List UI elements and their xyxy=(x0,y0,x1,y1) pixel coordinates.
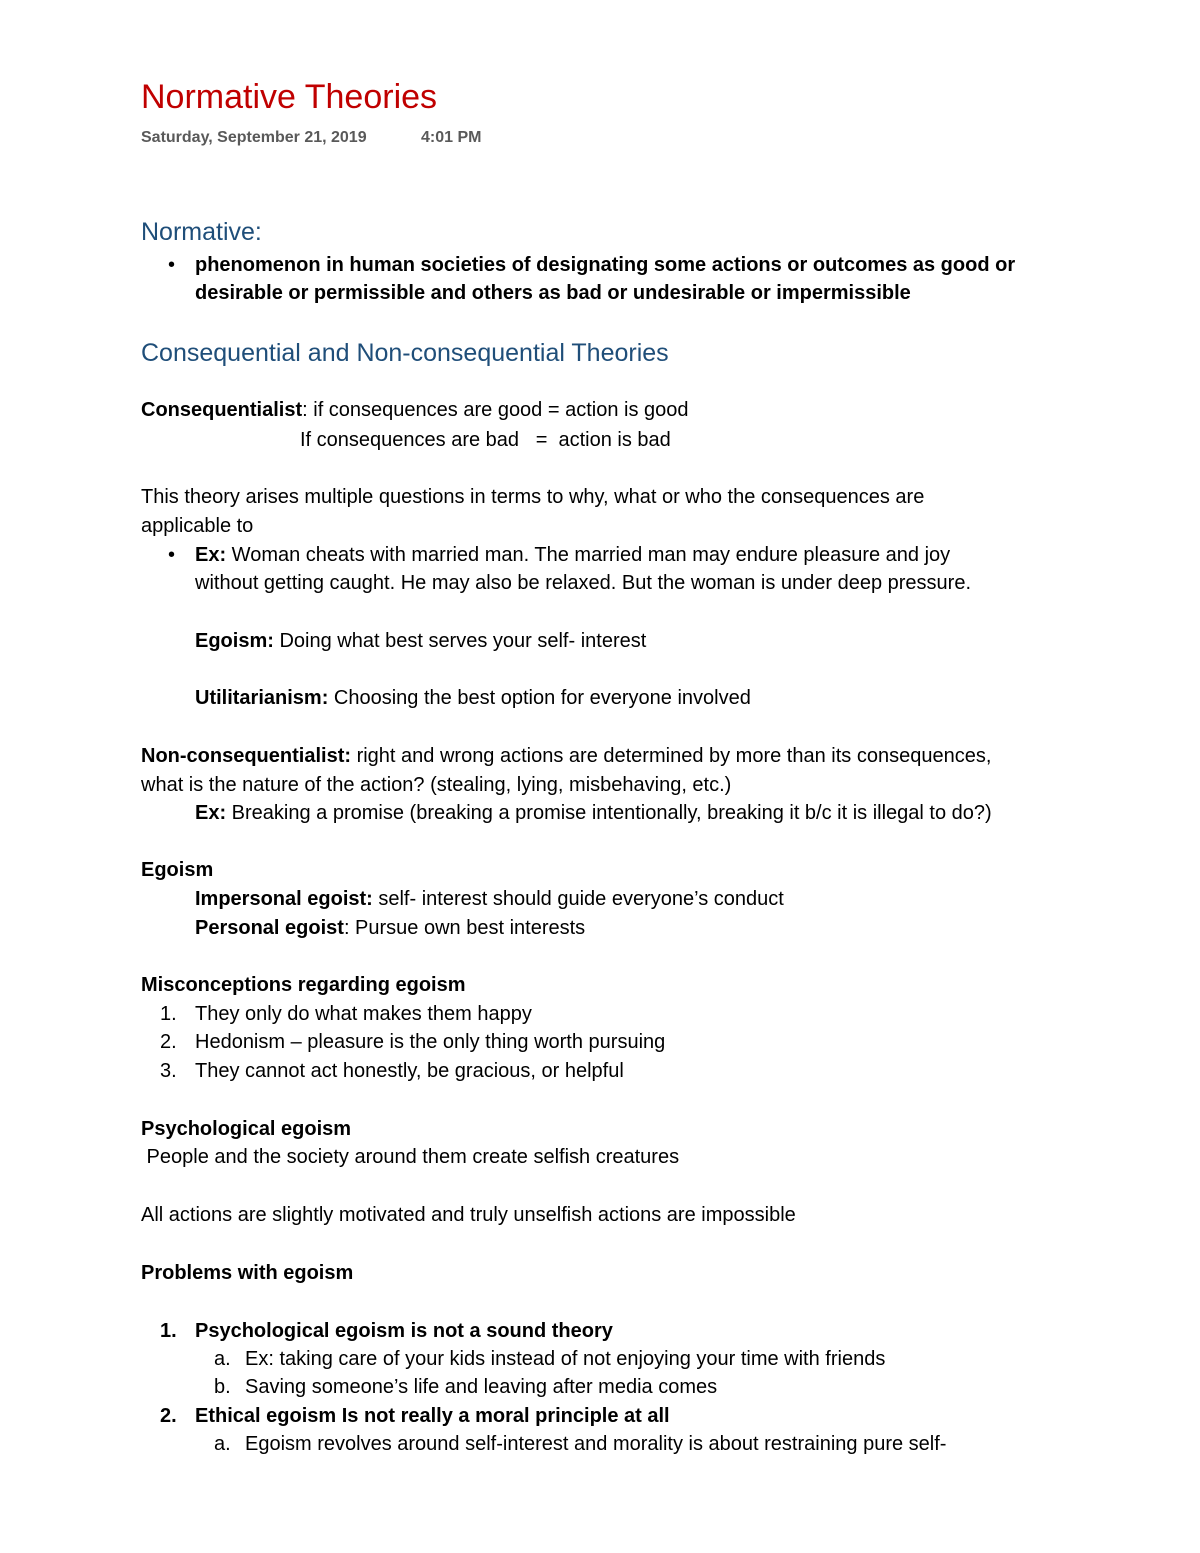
psychological-egoism-heading: Psychological egoism xyxy=(141,1118,352,1140)
list-item: They cannot act honestly, be gracious, or helpful xyxy=(195,1060,624,1082)
example-label: Ex: xyxy=(195,544,227,566)
nc-example-text: Breaking a promise (breaking a promise intentionally, breaking it b/c it is illegal to do?) xyxy=(226,802,992,824)
page-title: Normative Theories xyxy=(141,78,438,116)
egoism-heading: Egoism xyxy=(141,859,214,881)
example-line1 xyxy=(195,541,950,569)
problem-2-a: Egoism revolves around self-interest and morality is about restraining pure self- xyxy=(245,1433,947,1455)
consequentialist-line1 xyxy=(141,396,689,424)
personal-egoist xyxy=(195,914,585,942)
page-time: 4:01 PM xyxy=(421,129,482,146)
psychological-egoism-line2: All actions are slightly motivated and truly unselfish actions are impossible xyxy=(141,1204,796,1226)
nc-example-label: Ex: xyxy=(195,802,227,824)
impersonal-egoist-label: Impersonal egoist: xyxy=(195,888,373,910)
list-item-number: 2. xyxy=(160,1405,177,1427)
egoism-label: Egoism: xyxy=(195,630,274,652)
problem-1-a: Ex: taking care of your kids instead of not enjoying your time with friends xyxy=(245,1348,886,1370)
list-item: Hedonism – pleasure is the only thing worth pursuing xyxy=(195,1031,666,1053)
list-item-number: 1. xyxy=(160,1003,177,1025)
personal-egoist-label: Personal egoist xyxy=(195,917,344,939)
list-item-number: 3. xyxy=(160,1060,177,1082)
example-line2: without getting caught. He may also be relaxed. But the woman is under deep pressure. xyxy=(195,572,972,594)
utilitarianism-label: Utilitarianism: xyxy=(195,687,329,709)
bullet-icon: • xyxy=(168,254,176,276)
utilitarianism-definition xyxy=(195,684,751,712)
non-consequentialist-label: Non-consequentialist: xyxy=(141,745,352,767)
problem-1-b: Saving someone’s life and leaving after media comes xyxy=(245,1376,718,1398)
egoism-definition xyxy=(195,627,646,655)
non-consequentialist-line1 xyxy=(141,742,991,770)
problem-2: Ethical egoism Is not really a moral principle at all xyxy=(195,1405,670,1427)
example-text: Woman cheats with married man. The married man may endure pleasure and joy xyxy=(226,544,951,566)
non-consequentialist-example xyxy=(195,799,992,827)
section-heading-consequential: Consequential and Non-consequential Theories xyxy=(141,339,669,367)
consequentialist-text: : if consequences are good = action is good xyxy=(302,399,689,421)
list-item-letter: b. xyxy=(214,1376,231,1398)
personal-egoist-text: : Pursue own best interests xyxy=(343,917,586,939)
non-consequentialist-line2: what is the nature of the action? (stealing, lying, misbehaving, etc.) xyxy=(141,774,732,796)
problems-heading: Problems with egoism xyxy=(141,1262,354,1284)
utilitarianism-text: Choosing the best option for everyone involved xyxy=(328,687,751,709)
misconceptions-heading: Misconceptions regarding egoism xyxy=(141,974,466,996)
non-consequentialist-text: right and wrong actions are determined by more than its consequences, xyxy=(351,745,992,767)
problem-1: Psychological egoism is not a sound theory xyxy=(195,1320,613,1342)
egoism-text: Doing what best serves your self- interest xyxy=(273,630,647,652)
impersonal-egoist-text: self- interest should guide everyone’s conduct xyxy=(372,888,784,910)
psychological-egoism-line1: People and the society around them create selfish creatures xyxy=(141,1146,680,1168)
impersonal-egoist xyxy=(195,885,784,913)
list-item-number: 2. xyxy=(160,1031,177,1053)
list-item: They only do what makes them happy xyxy=(195,1003,532,1025)
theory-paragraph-line2: applicable to xyxy=(141,515,254,537)
page-date: Saturday, September 21, 2019 xyxy=(141,129,367,146)
section-heading-normative: Normative: xyxy=(141,218,262,246)
consequentialist-line2: If consequences are bad = action is bad xyxy=(300,429,671,451)
normative-definition-line1: phenomenon in human societies of designating some actions or outcomes as good or xyxy=(195,254,1016,276)
list-item-letter: a. xyxy=(214,1433,231,1455)
theory-paragraph-line1: This theory arises multiple questions in terms to why, what or who the consequences are xyxy=(141,486,925,508)
list-item-letter: a. xyxy=(214,1348,231,1370)
list-item-number: 1. xyxy=(160,1320,177,1342)
consequentialist-label: Consequentialist xyxy=(141,399,303,421)
bullet-icon: • xyxy=(168,544,176,566)
normative-definition-line2: desirable or permissible and others as bad or undesirable or impermissible xyxy=(195,282,911,304)
